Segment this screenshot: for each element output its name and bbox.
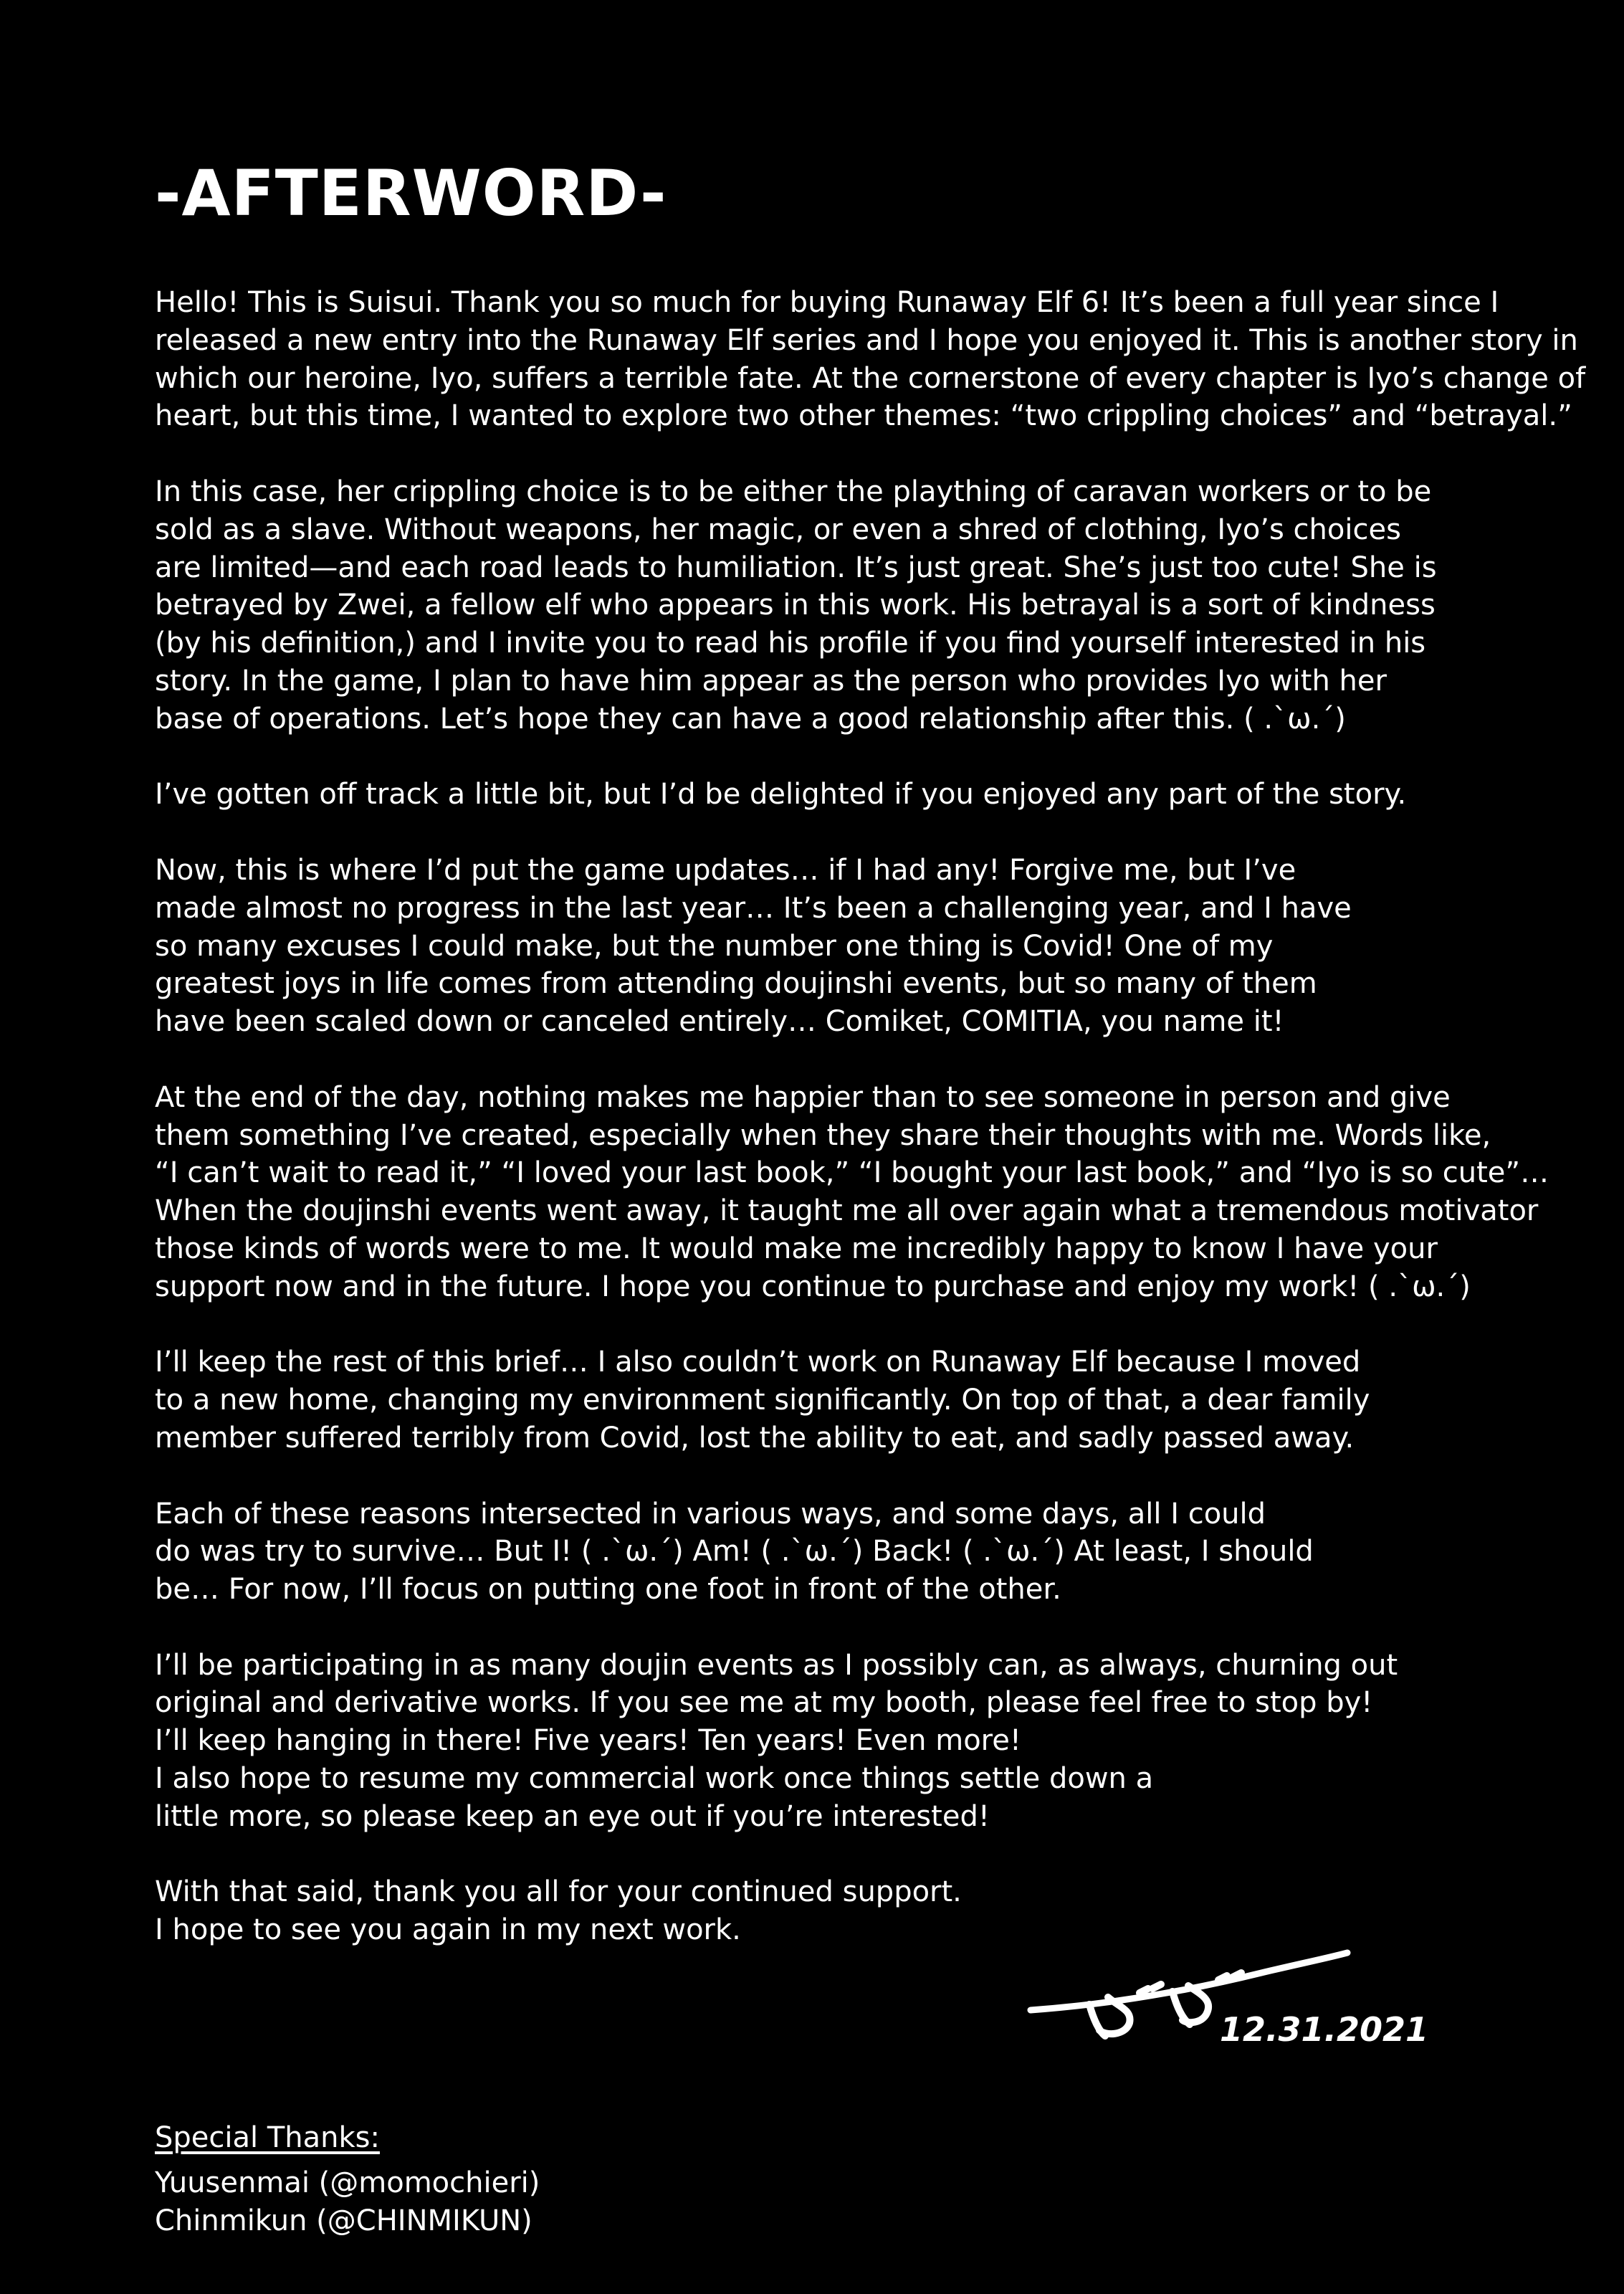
- text-line: In this case, her crippling choice is to be either the plaything of caravan workers or to be: [155, 475, 1432, 508]
- paragraph-2: [155, 473, 1595, 738]
- text-line: those kinds of words were to me. It would make me incredibly happy to know I have your: [155, 1232, 1438, 1265]
- text-line: betrayed by Zwei, a fellow elf who appears in this work. His betrayal is a sort of kindness: [155, 589, 1436, 622]
- text-line: At the end of the day, nothing makes me happier than to see someone in person and give: [155, 1080, 1451, 1114]
- special-thanks: [155, 2119, 540, 2240]
- text-line: little more, so please keep an eye out if you’re interested!: [155, 1799, 990, 1833]
- text-line: member suffered terribly from Covid, lost the ability to eat, and sadly passed away.: [155, 1421, 1355, 1455]
- text-line: released a new entry into the Runaway Elf series and I hope you enjoyed it. This is another story in: [155, 323, 1578, 357]
- text-line: greatest joys in life comes from attending doujinshi events, but so many of them: [155, 967, 1317, 1001]
- signature-date: 12.31.2021: [1220, 2010, 1429, 2049]
- thanks-item: Yuusenmai (@momochieri): [155, 2166, 540, 2199]
- paragraph-1: [155, 284, 1595, 435]
- text-line: made almost no progress in the last year… It’s been a challenging year, and I have: [155, 891, 1352, 925]
- text-line: them something I’ve created, especially when they share their thoughts with me. Words like,: [155, 1118, 1491, 1152]
- paragraph-8: [155, 1647, 1595, 1836]
- text-line: base of operations. Let’s hope they can have a good relationship after this. ( .`ω.´): [155, 702, 1346, 736]
- text-line: I’ll be participating in as many doujin events as I possibly can, as always, churning out: [155, 1648, 1398, 1682]
- text-line: which our heroine, Iyo, suffers a terrible fate. At the cornerstone of every chapter is Iyo’s change of: [155, 361, 1586, 395]
- text-line: have been scaled down or canceled entirely… Comiket, COMITIA, you name it!: [155, 1005, 1284, 1039]
- paragraph-4: [155, 852, 1595, 1041]
- text-line: so many excuses I could make, but the number one thing is Covid! One of my: [155, 929, 1274, 963]
- text-line: are limited—and each road leads to humiliation. It’s just great. She’s just too cute! She is: [155, 551, 1437, 584]
- page-title: -AFTERWORD-: [155, 156, 667, 230]
- text-line: do was try to survive… But I! ( .`ω.´) Am! ( .`ω.´) Back! ( .`ω.´) At least, I should: [155, 1535, 1314, 1569]
- text-line: I’ll keep hanging in there! Five years! Ten years! Even more!: [155, 1724, 1021, 1758]
- text-line: (by his definition,) and I invite you to read his profile if you find yourself interested in his: [155, 627, 1426, 660]
- text-line: support now and in the future. I hope you continue to purchase and enjoy my work! ( .`ω.´): [155, 1270, 1471, 1303]
- text-line: When the doujinshi events went away, it taught me all over again what a tremendous motivator: [155, 1194, 1539, 1228]
- afterword-body: [155, 284, 1595, 1987]
- paragraph-3: [155, 776, 1595, 814]
- thanks-item: Chinmikun (@CHINMIKUN): [155, 2204, 532, 2237]
- text-line: original and derivative works. If you see me at my booth, please feel free to stop by!: [155, 1686, 1373, 1720]
- paragraph-6: [155, 1343, 1595, 1457]
- paragraph-5: [155, 1079, 1595, 1306]
- text-line: I’ve gotten off track a little bit, but I’d be delighted if you enjoyed any part of the story.: [155, 778, 1407, 812]
- text-line: to a new home, changing my environment significantly. On top of that, a dear family: [155, 1384, 1370, 1417]
- text-line: sold as a slave. Without weapons, her magic, or even a shred of clothing, Iyo’s choices: [155, 513, 1401, 546]
- text-line: I’ll keep the rest of this brief… I also couldn’t work on Runaway Elf because I moved: [155, 1346, 1361, 1379]
- text-line: Now, this is where I’d put the game updates… if I had any! Forgive me, but I’ve: [155, 853, 1296, 887]
- special-thanks-heading: Special Thanks:: [155, 2121, 380, 2154]
- text-line: With that said, thank you all for your continued support.: [155, 1875, 962, 1909]
- text-line: Each of these reasons intersected in various ways, and some days, all I could: [155, 1497, 1266, 1531]
- text-line: I hope to see you again in my next work.: [155, 1913, 741, 1947]
- text-line: be… For now, I’ll focus on putting one foot in front of the other.: [155, 1573, 1061, 1607]
- paragraph-7: [155, 1495, 1595, 1609]
- text-line: “I can’t wait to read it,” “I loved your last book,” “I bought your last book,” and “Iyo is so cute”…: [155, 1156, 1549, 1190]
- text-line: heart, but this time, I wanted to explore two other themes: “two crippling choices” and “betrayal.”: [155, 399, 1572, 433]
- text-line: Hello! This is Suisui. Thank you so much for buying Runaway Elf 6! It’s been a full year since I: [155, 286, 1499, 319]
- text-line: I also hope to resume my commercial work once things settle down a: [155, 1762, 1154, 1796]
- text-line: story. In the game, I plan to have him appear as the person who provides Iyo with her: [155, 664, 1387, 698]
